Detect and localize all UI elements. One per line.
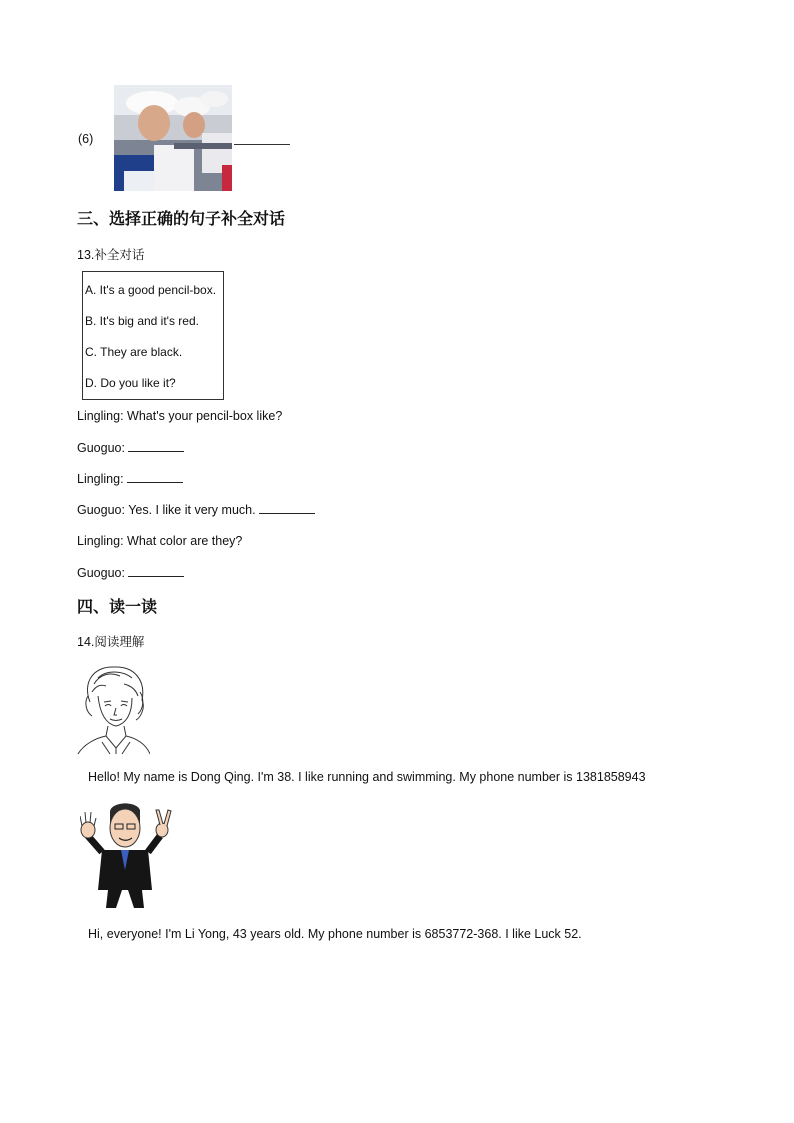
item-6-number: (6) bbox=[78, 132, 94, 146]
dialogue-line-4-text: Guoguo: Yes. I like it very much. bbox=[77, 503, 260, 517]
dialogue-line-5 bbox=[77, 533, 242, 549]
dialogue-line-6-text: Guoguo: bbox=[77, 566, 129, 580]
q13-options-box bbox=[82, 271, 224, 400]
dong-qing-portrait bbox=[76, 662, 150, 756]
li-yong-cartoon bbox=[80, 798, 174, 912]
section-3-heading: 三、选择正确的句子补全对话 bbox=[77, 209, 286, 228]
dialogue-blank-1[interactable] bbox=[128, 439, 184, 452]
dialogue-line-1 bbox=[77, 408, 282, 424]
dialogue-line-5-text: Lingling: What color are they? bbox=[77, 534, 243, 548]
dialogue-line-3 bbox=[77, 470, 183, 487]
dialogue-blank-4[interactable] bbox=[128, 564, 184, 577]
passage-li-yong: Hi, everyone! I'm Li Yong, 43 years old. My phone number is 6853772-368. I like Luck 52. bbox=[88, 927, 582, 941]
dialogue-line-2 bbox=[77, 439, 184, 456]
workers-photo bbox=[114, 85, 232, 191]
dialogue-line-2-text: Guoguo: bbox=[77, 441, 129, 455]
dialogue-line-3-text: Lingling: bbox=[77, 472, 128, 486]
q13-title: 13.补全对话 bbox=[77, 248, 145, 262]
dialogue-line-1-text: Lingling: What's your pencil-box like? bbox=[77, 409, 283, 423]
option-b: B. It's big and it's red. bbox=[85, 314, 199, 328]
passage-dong-qing: Hello! My name is Dong Qing. I'm 38. I like running and swimming. My phone number is 1381858943 bbox=[88, 770, 646, 784]
option-c: C. They are black. bbox=[85, 345, 183, 359]
dialogue-blank-3[interactable] bbox=[259, 501, 315, 514]
option-a: A. It's a good pencil-box. bbox=[85, 283, 217, 297]
option-d: D. Do you like it? bbox=[85, 376, 176, 390]
item-6-answer-blank[interactable] bbox=[234, 144, 290, 145]
section-4-heading: 四、读一读 bbox=[77, 597, 158, 616]
dialogue-blank-2[interactable] bbox=[127, 470, 183, 483]
q14-title: 14.阅读理解 bbox=[77, 635, 145, 649]
dialogue-line-6 bbox=[77, 564, 184, 581]
dialogue-line-4 bbox=[77, 501, 315, 518]
